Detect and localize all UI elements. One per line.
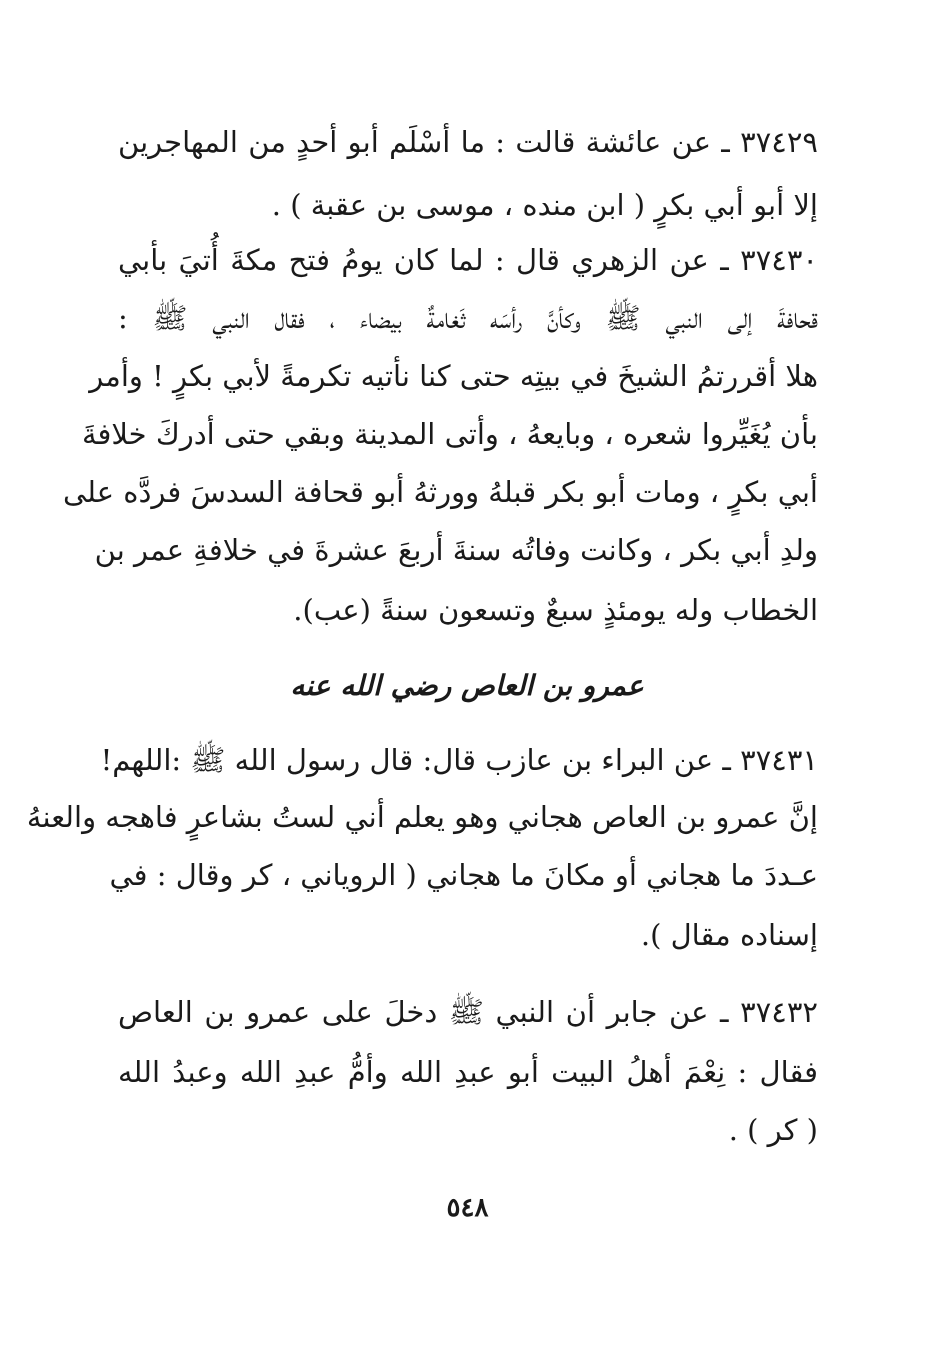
text-line: إسناده مقال ).	[640, 918, 818, 952]
text-line: إنَّ عمرو بن العاص هجاني وهو يعلم أني لستُ بشاعرٍ فاهجه والعنهُ	[26, 800, 818, 834]
text-line: بأن يُغَيِّروا شعره ، وبايعهُ ، وأتى المدينة وبقي حتى أدركَ خلافةَ	[81, 417, 818, 451]
text-line: ٣٧٤٣١ ـ عن البراء بن عازب قال: قال رسول الله ﷺ :اللهم!	[100, 743, 818, 777]
text-line: ٣٧٤٣٠ ـ عن الزهري قال : لما كان يومُ فتح مكةَ أُتيَ بأبي	[118, 243, 818, 277]
text-line: هلا أقررتمُ الشيخَ في بيتِه حتى كنا نأتيه تكرمةً لأبي بكرٍ ! وأمر	[89, 359, 818, 393]
text-line: عـددَ ما هجاني أو مكانَ ما هجاني ( الروياني ، كر وقال : في	[109, 858, 818, 892]
page-number: ٥٤٨	[446, 1193, 489, 1223]
section-heading: عمرو بن العاص رضي الله عنه	[290, 669, 644, 702]
text-line: أبي بكرٍ ، ومات أبو بكر قبلهُ وورثهُ أبو قحافة السدسَ فردَّه على	[62, 475, 818, 509]
text-line: ولدِ أبي بكر ، وكانت وفاتُه سنةَ أربعَ عشرةَ في خلافةِ عمر بن	[94, 533, 818, 567]
text-line: قحافةَ إلى النبي ﷺ وكأنَّ رأسَه ثَغامةٌ بيضاء ، فقال النبي ﷺ :	[118, 301, 818, 335]
text-line: ٣٧٤٣٢ ـ عن جابر أن النبي ﷺ دخلَ على عمرو بن العاص	[118, 995, 818, 1029]
text-line: إلا أبو أبي بكرٍ ( ابن منده ، موسى بن عقبة ) .	[271, 188, 818, 222]
text-line: ٣٧٤٢٩ ـ عن عائشة قالت : ما أسْلَم أبو أحدٍ من المهاجرين	[118, 125, 818, 159]
text-line: ( كر ) .	[728, 1113, 818, 1147]
text-line: فقال : نِعْمَ أهلُ البيت أبو عبدِ الله وأمُّ عبدِ الله وعبدُ الله	[118, 1055, 818, 1089]
text-line: الخطاب وله يومئذٍ سبعٌ وتسعون سنةً (عب).	[293, 593, 818, 627]
